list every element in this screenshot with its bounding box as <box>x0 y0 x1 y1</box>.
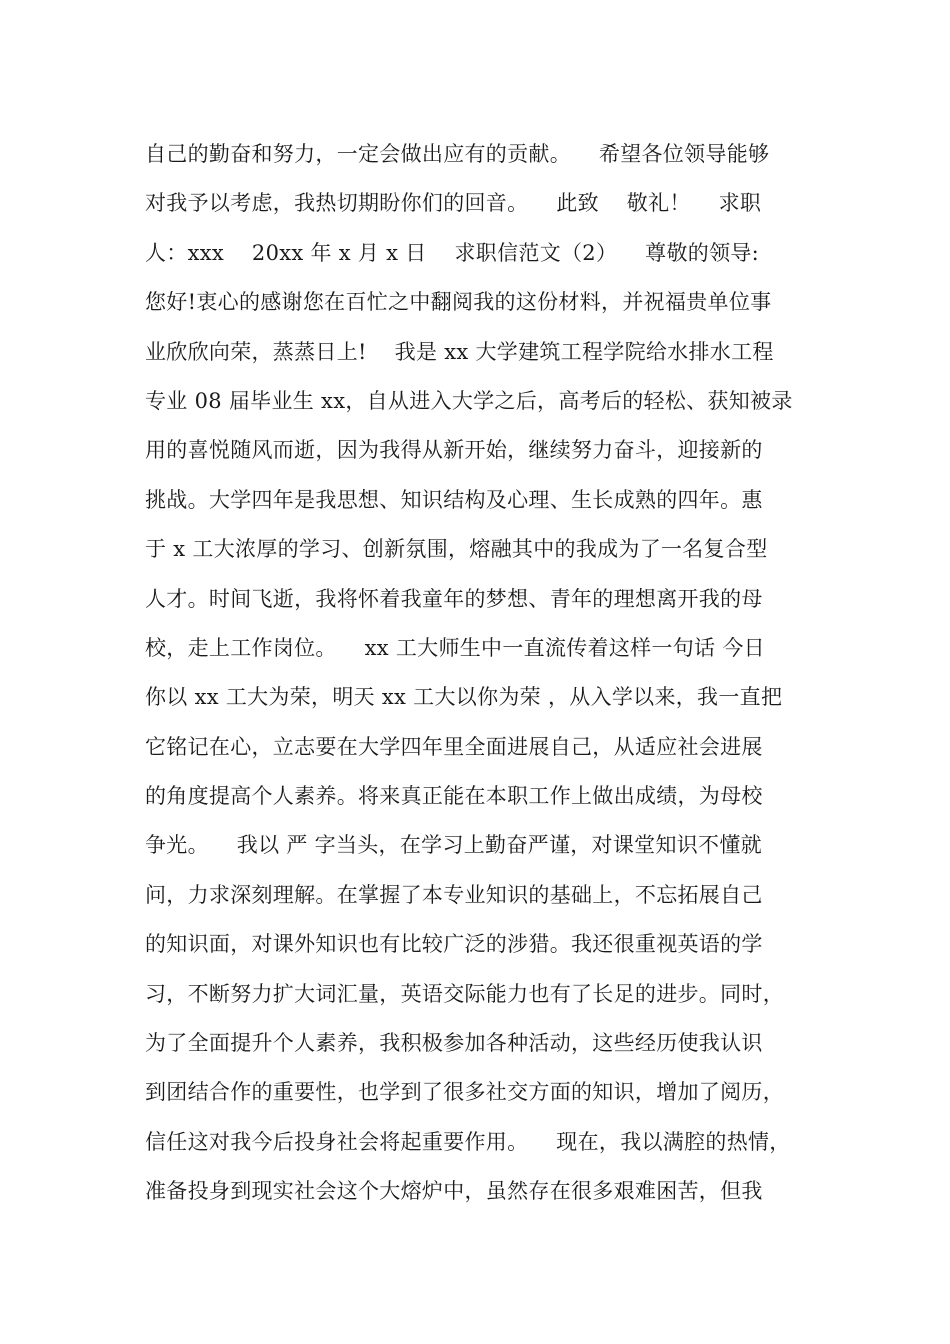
body-text <box>145 130 825 1217</box>
text-line: 的角度提高个人素养。将来真正能在本职工作上做出成绩，为母校 <box>145 784 763 809</box>
text-line: 到团结合作的重要性，也学到了很多社交方面的知识，增加了阅历， <box>145 1080 784 1105</box>
text-line: 挑战。大学四年是我思想、知识结构及心理、生长成熟的四年。惠 <box>145 487 763 512</box>
text-line: 人才。时间飞逝，我将怀着我童年的梦想、青年的理想离开我的母 <box>145 586 763 611</box>
text-line: 于 x 工大浓厚的学习、创新氛围，熔融其中的我成为了一名复合型 <box>145 537 768 562</box>
text-line: 的知识面，对课外知识也有比较广泛的涉猎。我还很重视英语的学 <box>145 932 763 957</box>
text-line: 信任这对我今后投身社会将起重要作用。 现在，我以满腔的热情， <box>145 1129 791 1154</box>
text-line: 它铭记在心，立志要在大学四年里全面进展自己，从适应社会进展 <box>145 734 763 759</box>
text-line: 业欣欣向荣，蒸蒸日上! 我是 xx 大学建筑工程学院给水排水工程 <box>145 339 774 364</box>
text-line: 自己的勤奋和努力，一定会做出应有的贡献。 希望各位领导能够 <box>145 142 770 166</box>
text-line: 校，走上工作岗位。 xx 工大师生中一直流传着这样一句话 今日 <box>145 635 765 660</box>
text-line: 对我予以考虑，我热切期盼你们的回音。 此致 敬礼！ 求职 <box>145 191 762 216</box>
text-line: 争光。 我以 严 字当头，在学习上勤奋严谨，对课堂知识不懂就 <box>145 833 762 858</box>
text-line: 问，力求深刻理解。在掌握了本专业知识的基础上，不忘拓展自己 <box>145 882 763 907</box>
text-line: 专业 08 届毕业生 xx，自从进入大学之后，高考后的轻松、获知被录 <box>145 388 793 413</box>
text-line: 您好!衷心的感谢您在百忙之中翻阅我的这份材料，并祝福贵单位事 <box>145 290 772 315</box>
text-line: 准备投身到现实社会这个大熔炉中，虽然存在很多艰难困苦，但我 <box>145 1179 763 1204</box>
text-line: 你以 xx 工大为荣，明天 xx 工大以你为荣 ，从入学以来，我一直把 <box>145 685 783 710</box>
text-line: 用的喜悦随风而逝，因为我得从新开始，继续努力奋斗，迎接新的 <box>145 438 763 463</box>
text-line: 习，不断努力扩大词汇量，英语交际能力也有了长足的进步。同时， <box>145 981 784 1006</box>
text-line: 为了全面提升个人素养，我积极参加各种活动，这些经历使我认识 <box>145 1031 763 1056</box>
text-line: 人：xxx 20xx 年 x 月 x 日 求职信范文（2） 尊敬的领导: <box>145 240 760 265</box>
